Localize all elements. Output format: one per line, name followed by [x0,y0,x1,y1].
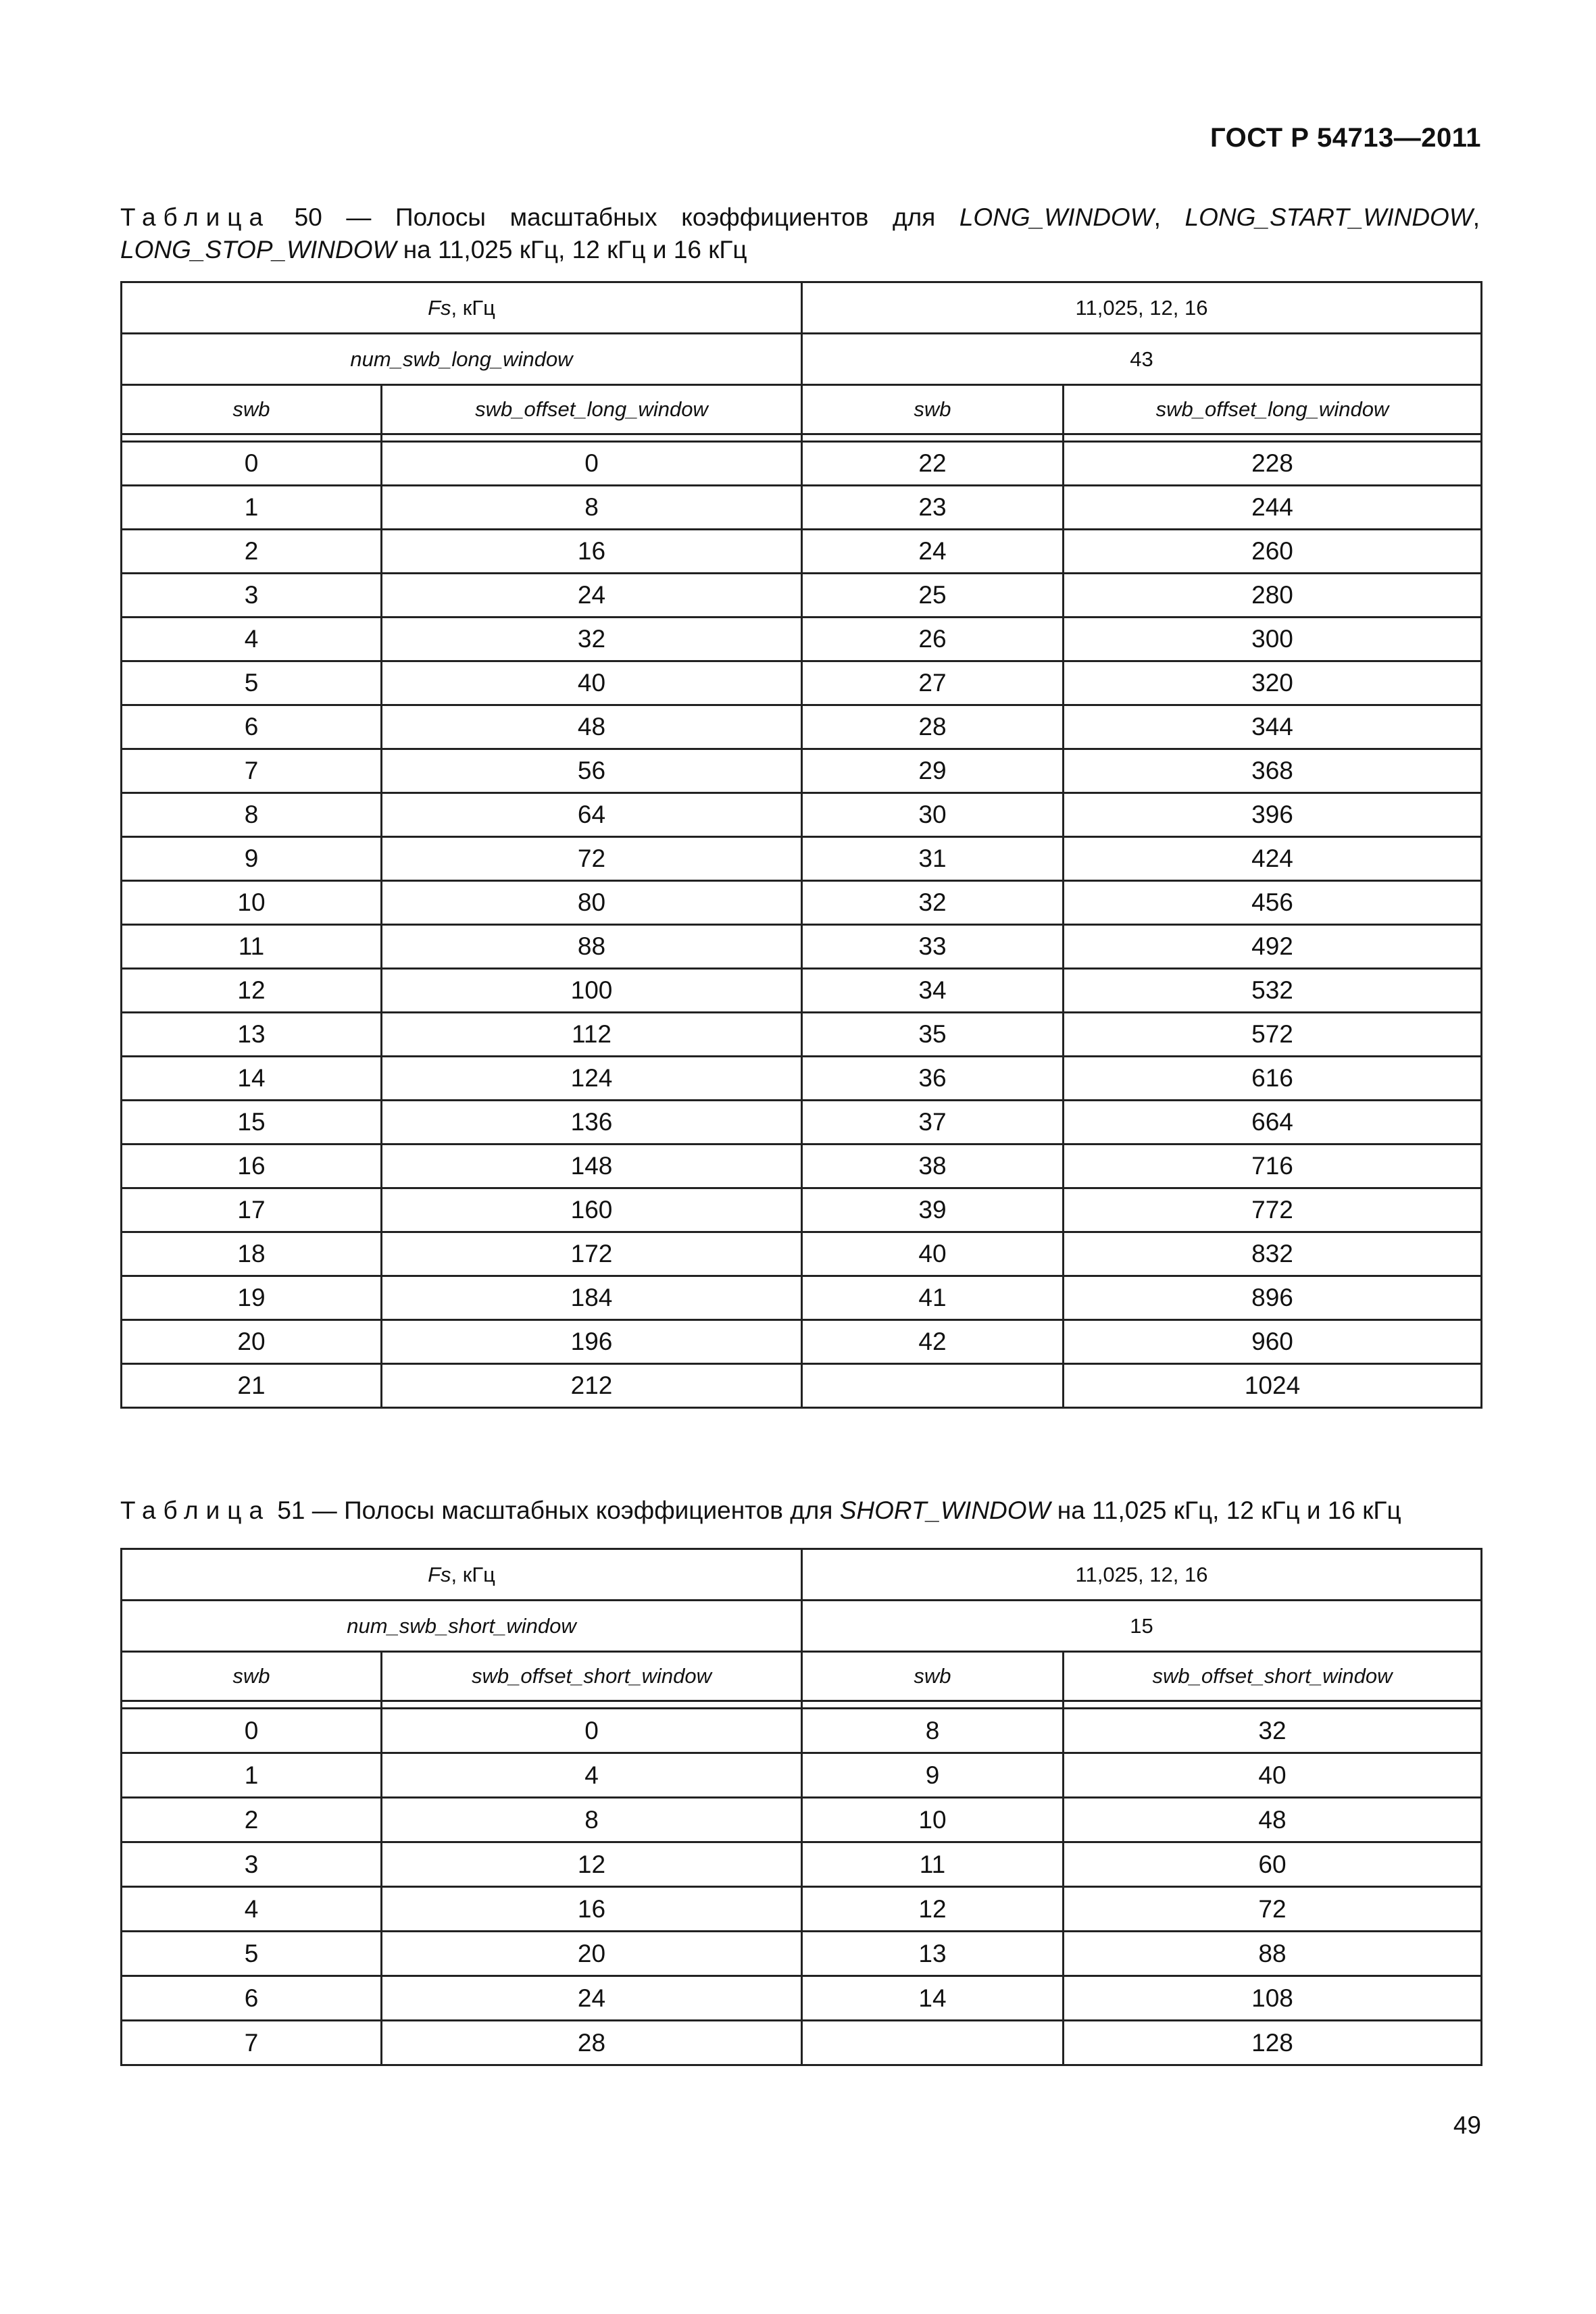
table-cell: 1024 [1064,1364,1482,1408]
table-row [122,442,1482,486]
table-cell: 8 [802,1709,1064,1753]
table-cell: 5 [122,1932,382,1976]
table-cell: 196 [382,1320,802,1364]
table-cell: 11 [122,925,382,969]
num-swb-label-text: num_swb_short_window [347,1613,576,1638]
fs-label [122,282,802,334]
table-cell: 616 [1064,1057,1482,1101]
table-row [122,837,1482,881]
table-row [122,530,1482,574]
table-cell: 128 [1064,2021,1482,2065]
table-cell: 40 [802,1232,1064,1276]
column-header-row [122,385,1482,434]
table-cell: 16 [382,1887,802,1932]
table-cell: 13 [122,1013,382,1057]
table-cell: 16 [122,1145,382,1188]
fs-value: 11,025, 12, 16 [802,282,1482,334]
table-cell: 8 [122,793,382,837]
table-cell: 14 [122,1057,382,1101]
table-cell: 244 [1064,486,1482,530]
table-cell: 26 [802,618,1064,661]
table-row [122,1753,1482,1798]
table-cell: 72 [382,837,802,881]
table-row [122,661,1482,705]
header-separator [122,1701,1482,1709]
table-cell: 10 [122,881,382,925]
column-header: swb [122,385,382,434]
table-cell: 32 [802,881,1064,925]
table-row [122,1232,1482,1276]
table-cell: 572 [1064,1013,1482,1057]
caption-text: на 11,025 кГц, 12 кГц и 16 кГц [1050,1496,1401,1524]
column-header: swb_offset_short_window [1064,1652,1482,1701]
num-swb-value: 15 [802,1601,1482,1652]
column-header-row [122,1652,1482,1701]
table-cell: 6 [122,1976,382,2021]
num-swb-value: 43 [802,334,1482,385]
num-swb-label [122,334,802,385]
table-row [122,2021,1482,2065]
table-cell: 260 [1064,530,1482,574]
table-cell: 2 [122,1798,382,1842]
caption-term: LONG_START_WINDOW [1184,203,1473,231]
table-cell: 124 [382,1057,802,1101]
table-cell: 48 [1064,1798,1482,1842]
table-cell: 108 [1064,1976,1482,2021]
column-header: swb_offset_short_window [382,1652,802,1701]
table-cell: 16 [382,530,802,574]
table-cell: 716 [1064,1145,1482,1188]
table-cell [802,2021,1064,2065]
table-cell: 184 [382,1276,802,1320]
table-row [122,1101,1482,1145]
fs-label-unit: , кГц [451,295,495,320]
column-header: swb_offset_long_window [1064,385,1482,434]
table-row [122,1145,1482,1188]
table-cell: 20 [382,1932,802,1976]
table-cell: 35 [802,1013,1064,1057]
table-cell: 5 [122,661,382,705]
caption-separator: , [1153,203,1185,231]
table-cell: 1 [122,1753,382,1798]
fs-label [122,1549,802,1601]
table-cell: 4 [382,1753,802,1798]
table-cell: 12 [122,969,382,1013]
fs-label-symbol: Fs [428,295,451,320]
table-cell: 112 [382,1013,802,1057]
fs-label-unit: , кГц [451,1562,495,1586]
table-cell: 9 [122,837,382,881]
table-row [122,1709,1482,1753]
table-cell: 33 [802,925,1064,969]
page-number: 49 [1453,2111,1481,2139]
table-51-caption [120,1494,1480,1527]
table-cell: 396 [1064,793,1482,837]
table-cell: 22 [802,442,1064,486]
document-code: ГОСТ Р 54713—2011 [1210,123,1481,153]
table-cell: 8 [382,486,802,530]
table-cell: 17 [122,1188,382,1232]
table-cell: 6 [122,705,382,749]
table-row [122,1798,1482,1842]
table-cell: 4 [122,1887,382,1932]
caption-term: LONG_WINDOW [959,203,1154,231]
table-cell: 32 [382,618,802,661]
table-cell: 368 [1064,749,1482,793]
table-cell: 0 [382,1709,802,1753]
table-cell: 960 [1064,1320,1482,1364]
table-cell: 0 [382,442,802,486]
table-cell: 300 [1064,618,1482,661]
table-cell: 30 [802,793,1064,837]
table-cell: 3 [122,574,382,618]
table-cell: 344 [1064,705,1482,749]
fs-value: 11,025, 12, 16 [802,1549,1482,1601]
table-row [122,881,1482,925]
table-cell: 88 [1064,1932,1482,1976]
table-cell: 2 [122,530,382,574]
table-cell: 7 [122,2021,382,2065]
num-swb-label [122,1601,802,1652]
table-row [122,1320,1482,1364]
table-cell: 492 [1064,925,1482,969]
table-cell: 41 [802,1276,1064,1320]
table-cell: 532 [1064,969,1482,1013]
table-cell: 20 [122,1320,382,1364]
num-swb-row [122,1601,1482,1652]
table-cell: 772 [1064,1188,1482,1232]
table-row [122,749,1482,793]
table-cell: 15 [122,1101,382,1145]
table-cell: 9 [802,1753,1064,1798]
table-cell: 14 [802,1976,1064,2021]
table-row [122,1932,1482,1976]
table-cell: 12 [382,1842,802,1887]
table-row [122,618,1482,661]
table-row [122,1887,1482,1932]
table-50-caption [120,201,1480,266]
table-cell: 28 [382,2021,802,2065]
table-cell: 37 [802,1101,1064,1145]
table-cell: 60 [1064,1842,1482,1887]
table-cell: 8 [382,1798,802,1842]
table-cell: 3 [122,1842,382,1887]
table-row [122,925,1482,969]
table-cell [802,1364,1064,1408]
column-header: swb_offset_long_window [382,385,802,434]
table-cell: 72 [1064,1887,1482,1932]
table-cell: 424 [1064,837,1482,881]
table-cell: 456 [1064,881,1482,925]
header-separator [122,434,1482,442]
table-cell: 10 [802,1798,1064,1842]
table-cell: 832 [1064,1232,1482,1276]
table-cell: 0 [122,442,382,486]
caption-term: SHORT_WINDOW [839,1496,1051,1524]
num-swb-row [122,334,1482,385]
table-cell: 23 [802,486,1064,530]
table-cell: 80 [382,881,802,925]
table-cell: 24 [382,574,802,618]
table-cell: 64 [382,793,802,837]
table-50 [120,281,1482,1409]
table-cell: 38 [802,1145,1064,1188]
column-header: swb [802,385,1064,434]
table-cell: 212 [382,1364,802,1408]
table-cell: 320 [1064,661,1482,705]
caption-term: LONG_STOP_WINDOW [120,236,397,263]
num-swb-label-text: num_swb_long_window [350,347,573,371]
caption-separator: , [1472,203,1480,231]
table-cell: 228 [1064,442,1482,486]
table-cell: 100 [382,969,802,1013]
table-cell: 19 [122,1276,382,1320]
table-row [122,1188,1482,1232]
table-row [122,705,1482,749]
table-cell: 4 [122,618,382,661]
caption-label: Таблица [120,1496,271,1524]
table-cell: 29 [802,749,1064,793]
table-cell: 0 [122,1709,382,1753]
table-cell: 40 [382,661,802,705]
table-cell: 40 [1064,1753,1482,1798]
table-cell: 160 [382,1188,802,1232]
caption-text: — Полосы масштабных коэффициентов для [322,203,959,231]
table-cell: 148 [382,1145,802,1188]
table-row [122,574,1482,618]
caption-text: на 11,025 кГц, 12 кГц и 16 кГц [396,236,747,263]
table-cell: 136 [382,1101,802,1145]
fs-label-symbol: Fs [428,1562,451,1586]
caption-label: Таблица [120,203,271,231]
table-row [122,1364,1482,1408]
table-cell: 1 [122,486,382,530]
table-row [122,969,1482,1013]
table-cell: 34 [802,969,1064,1013]
table-cell: 172 [382,1232,802,1276]
table-row [122,486,1482,530]
table-cell: 664 [1064,1101,1482,1145]
caption-text: — Полосы масштабных коэффициентов для [305,1496,840,1524]
table-row [122,1276,1482,1320]
table-row [122,1842,1482,1887]
table-cell: 7 [122,749,382,793]
table-cell: 31 [802,837,1064,881]
caption-number: 50 [294,203,322,231]
table-cell: 36 [802,1057,1064,1101]
table-row [122,793,1482,837]
column-header: swb [802,1652,1064,1701]
table-cell: 280 [1064,574,1482,618]
table-cell: 24 [382,1976,802,2021]
column-header: swb [122,1652,382,1701]
table-cell: 12 [802,1887,1064,1932]
table-cell: 21 [122,1364,382,1408]
table-51 [120,1548,1482,2066]
table-cell: 18 [122,1232,382,1276]
table-cell: 56 [382,749,802,793]
caption-number: 51 [277,1496,305,1524]
table-cell: 32 [1064,1709,1482,1753]
table-cell: 24 [802,530,1064,574]
table-row [122,1976,1482,2021]
table-cell: 48 [382,705,802,749]
table-cell: 13 [802,1932,1064,1976]
fs-row [122,1549,1482,1601]
table-cell: 42 [802,1320,1064,1364]
table-cell: 27 [802,661,1064,705]
table-cell: 88 [382,925,802,969]
table-row [122,1013,1482,1057]
table-cell: 28 [802,705,1064,749]
table-cell: 25 [802,574,1064,618]
table-cell: 896 [1064,1276,1482,1320]
table-row [122,1057,1482,1101]
table-cell: 39 [802,1188,1064,1232]
fs-row [122,282,1482,334]
table-cell: 11 [802,1842,1064,1887]
